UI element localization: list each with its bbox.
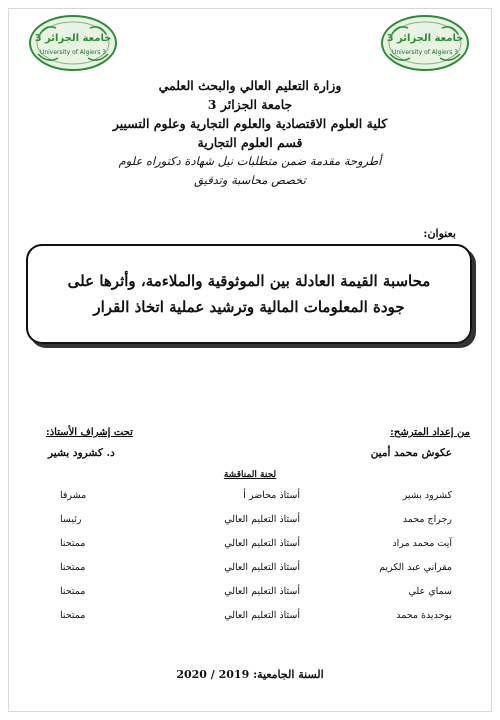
member-role: مشرفا (60, 490, 87, 501)
committee-list (0, 486, 500, 630)
member-role: ممتحنا (60, 538, 86, 549)
member-name: رجراج محمد (402, 514, 452, 525)
university-logo-left (28, 14, 118, 72)
member-rank: أستاذ التعليم العالي (224, 610, 300, 621)
logo-english-text: University of Algiers 3 (39, 49, 107, 56)
thesis-title-line-2: جودة المعلومات المالية وترشيد عملية اتخاذ القرار (93, 298, 405, 316)
member-role: ممتحنا (60, 586, 86, 597)
member-name: بوحديدة محمد (396, 610, 452, 621)
member-rank: أستاذ التعليم العالي (224, 586, 300, 597)
member-rank: أستاذ محاضر أ (243, 490, 300, 501)
prepared-by-label: من إعداد المترشح: (390, 427, 470, 438)
member-rank: أستاذ التعليم العالي (224, 538, 300, 549)
logo-english-text: University of Algiers 3 (391, 49, 459, 56)
member-name: سماي علي (408, 586, 452, 597)
university-name: جامعة الجزائر 3 (207, 97, 293, 112)
thesis-note: أطروحة مقدمة ضمن متطلبات نيل شهادة دكتوراه علوم (118, 154, 382, 168)
member-role: رئيسا (60, 514, 82, 525)
committee-row (0, 534, 500, 558)
title-label: بعنوان: (423, 227, 456, 240)
committee-row (0, 606, 500, 630)
member-name: مقراني عبد الكريم (379, 562, 452, 573)
member-rank: أستاذ التعليم العالي (224, 562, 300, 573)
thesis-title-line-1: محاسبة القيمة العادلة بين الموثوقية والملاءمة، وأثرها على (67, 272, 431, 290)
committee-row (0, 510, 500, 534)
supervisor-label: تحت إشراف الأستاذ: (46, 427, 133, 438)
member-role: ممتحنا (60, 610, 86, 621)
specialty: تخصص محاسبة وتدقيق (194, 173, 306, 187)
committee-row (0, 558, 500, 582)
committee-title: لجنة المناقشة (223, 470, 277, 480)
member-rank: أستاذ التعليم العالي (224, 514, 300, 525)
member-role: ممتحنا (60, 562, 86, 573)
institution-header (0, 76, 500, 190)
logo-arabic-text: جامعة الجزائر 3 (34, 33, 112, 44)
member-name: كشرود بشير (402, 490, 452, 501)
thesis-title-box (26, 244, 472, 344)
department-name: قسم العلوم التجارية (197, 135, 303, 150)
logo-arabic-text: جامعة الجزائر 3 (386, 33, 464, 44)
faculty-name: كلية العلوم الاقتصادية والعلوم التجارية وعلوم التسيير (112, 116, 388, 131)
ministry-name: وزارة التعليم العالي والبحث العلمي (158, 78, 342, 93)
university-logo-right (380, 14, 470, 72)
committee-row (0, 486, 500, 510)
member-name: آيت محمد مراد (392, 538, 452, 549)
supervisor-name: د. كشرود بشير (48, 447, 115, 459)
academic-year: السنة الجامعية: 2019 / 2020 (176, 668, 324, 681)
candidate-name: عكوش محمد أمين (370, 447, 452, 459)
committee-row (0, 582, 500, 606)
